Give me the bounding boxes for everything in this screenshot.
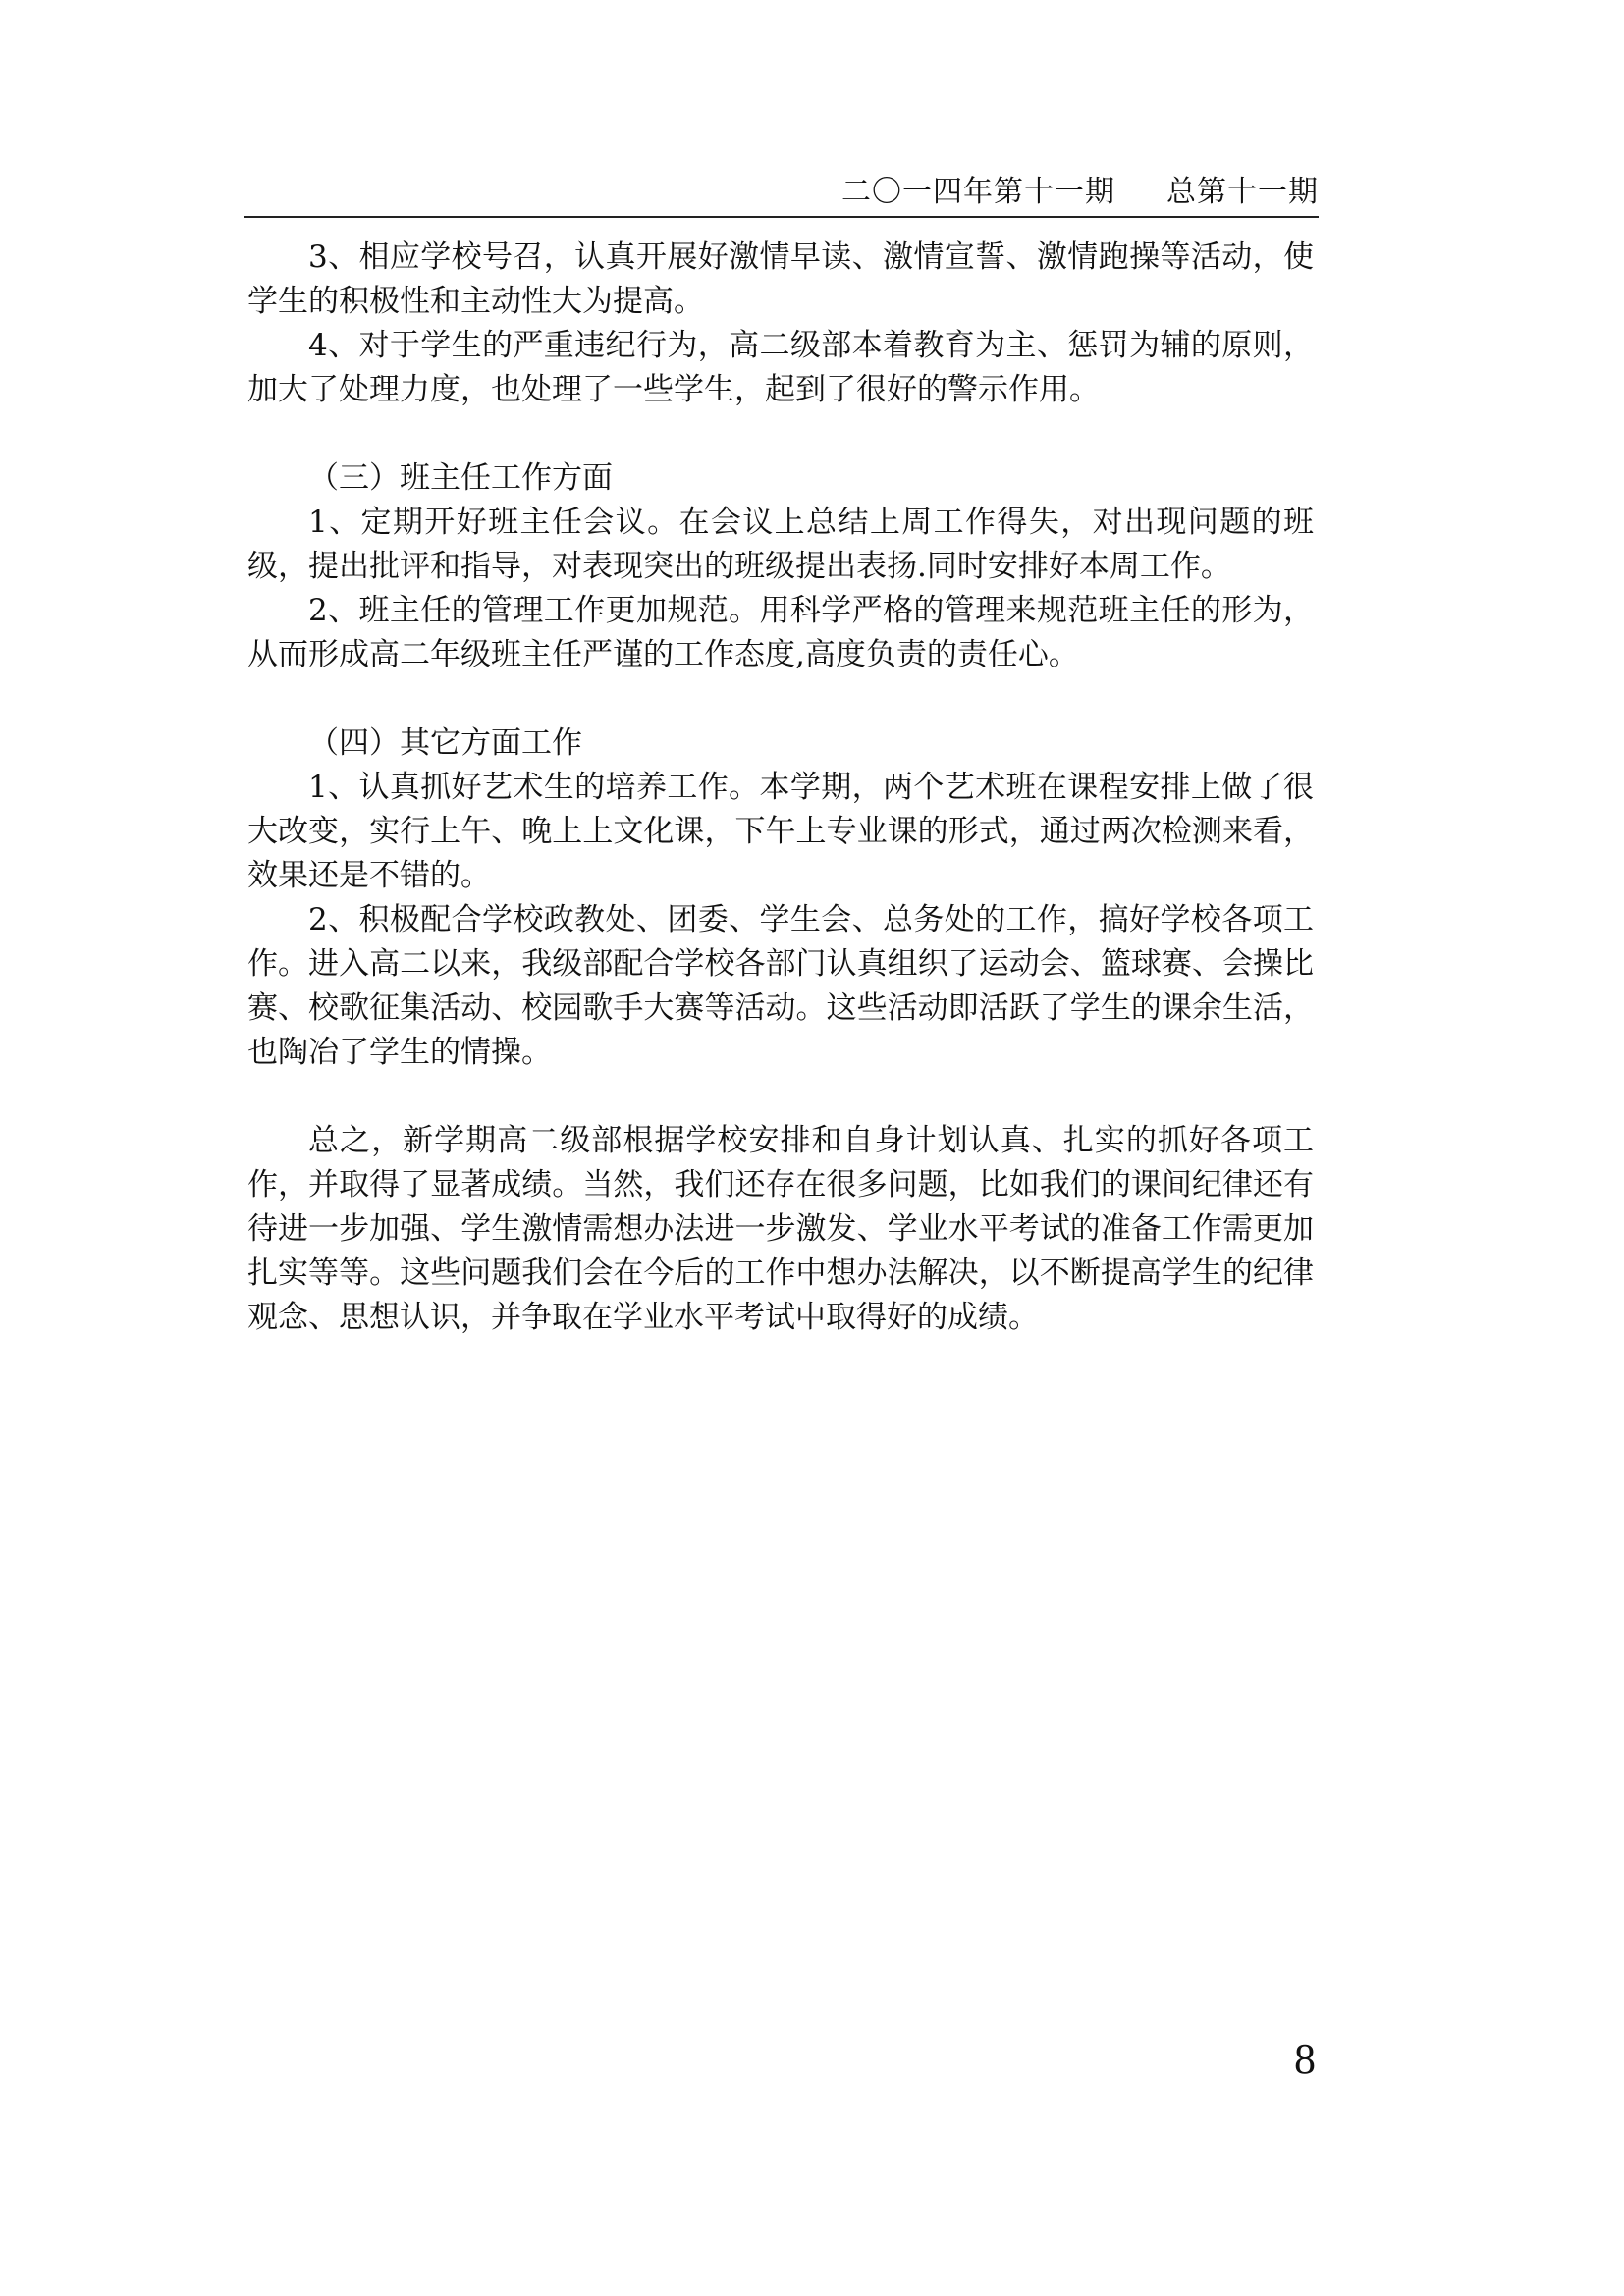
article-body [247,236,1314,1340]
paragraph-item-3: 3、相应学校号召，认真开展好激情早读、激情宣誓、激情跑操等活动，使学生的积极性和主动性大为提高。 [247,240,1314,319]
paragraph-other-1: 1、认真抓好艺术生的培养工作。本学期，两个艺术班在课程安排上做了很大改变，实行上午、晚上上文化课，下午上专业课的形式，通过两次检测来看，效果还是不错的。 [247,770,1314,893]
header-rule [244,216,1319,218]
section-heading-4: （四）其它方面工作 [308,725,582,761]
section-heading-3: （三）班主任工作方面 [308,460,613,496]
paragraph-homeroom-2: 2、班主任的管理工作更加规范。用科学严格的管理来规范班主任的形为，从而形成高二年级班主任严谨的工作态度,高度负责的责任心。 [247,593,1314,672]
page-number: 8 [1294,2035,1316,2083]
paragraph-other-2: 2、积极配合学校政教处、团委、学生会、总务处的工作，搞好学校各项工作。进入高二以来，我级部配合学校各部门认真组织了运动会、篮球赛、会操比赛、校歌征集活动、校园歌手大赛等活动。这些活动即活跃了学生的课余生活，也陶冶了学生的情操。 [247,902,1314,1070]
paragraph-summary: 总之，新学期高二级部根据学校安排和自身计划认真、扎实的抓好各项工作，并取得了显著成绩。当然，我们还存在很多问题，比如我们的课间纪律还有待进一步加强、学生激情需想办法进一步激发、学业水平考试的准备工作需更加扎实等等。这些问题我们会在今后的工作中想办法解决，以不断提高学生的纪律观念、思想认识，并争取在学业水平考试中取得好的成绩。 [247,1123,1314,1335]
paragraph-item-4: 4、对于学生的严重违纪行为，高二级部本着教育为主、惩罚为辅的原则，加大了处理力度，也处理了一些学生，起到了很好的警示作用。 [247,328,1314,407]
page-header [244,173,1319,212]
issue-label: 二〇一四年第十一期 [841,175,1115,209]
paragraph-spacer [247,677,1314,721]
paragraph-homeroom-1: 1、定期开好班主任会议。在会议上总结上周工作得失，对出现问题的班级，提出批评和指导，对表现突出的班级提出表扬.同时安排好本周工作。 [247,505,1314,584]
total-issue-label: 总第十一期 [1166,175,1319,209]
paragraph-spacer [247,412,1314,456]
paragraph-spacer [247,1075,1314,1119]
